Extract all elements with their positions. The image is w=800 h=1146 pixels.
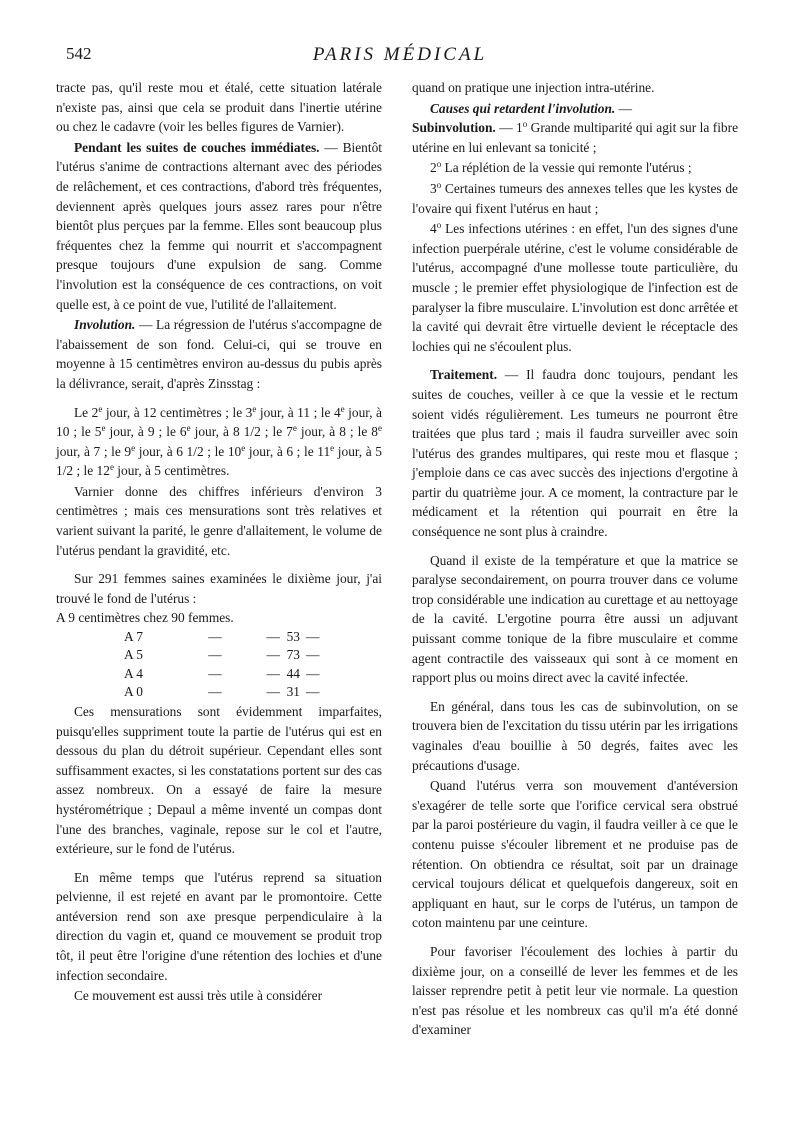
dash: — [266,665,280,681]
paragraph: Pour favoriser l'écoulement des lochies à partir du dixième jour, on a conseillé de lever les femmes et de les laisser reprendre petit à petit leur vie normale. La question n'est pas résolue et les nombreux cas qu'il m'a été donné d'examiner [412,943,738,1038]
text-run: jour, à 8 ; le 8 [296,424,379,440]
paragraph: En même temps que l'utérus reprend sa situation pelvienne, il est rejeté en avant par le promontoire. Cette antéversion rend son axe presque perpendiculaire à la direction du vagin et, quand ce mouvement se produit trop tôt, il peut être l'origine d'une rétention des lochies et d'une infection secondaire. [56,869,382,983]
superscript: e [340,403,345,414]
superscript: o [436,159,442,170]
count: 53 [286,628,300,644]
paragraph [412,99,738,158]
text-run: La réplétion de la vessie qui remonte l'utérus ; [441,160,692,176]
superscript: o [522,119,528,130]
table-cell [240,683,306,702]
text-run: jour, à 10 ; le 5 [56,404,382,440]
text-run: jour, à 6 ; le 11 [245,443,331,459]
dash: — [266,628,280,644]
paragraph [412,179,738,218]
text-run: Grande multiparité qui agit sur la fibre utérine en lui enlevant sa tonicité ; [412,120,739,155]
table-cell: — [208,684,222,700]
paragraph: Quand il existe de la température et que la matrice se paralyse secondairement, on pourra trouver dans ce volume trop considérable une indication au curettage et au nettoyage de la cavité. L'ergotine pourra être aussi un adjuvant puissant comme tonique de la fibre musculaire et comme agent contractile des vaisseaux qui sont à ce moment en rapport plus ou moins direct avec la cavité infectée. [412,552,738,686]
superscript: e [98,403,103,414]
measure-table [124,628,319,702]
section-heading: Subinvolution. [412,120,496,136]
paragraph [56,315,382,393]
table-cell: A 4 [124,665,143,681]
table-cell [240,665,306,684]
paragraph: Ce mouvement est aussi très utile à considérer [74,988,323,1004]
paragraph-text: — [615,100,633,116]
text-run: jour, à 12 centimètres ; le 3 [102,404,253,420]
paragraph: quand on pratique une injection intra-utérine. [412,80,655,95]
text-run: 3 [430,180,437,196]
paragraph: tracte pas, qu'il reste mou et étalé, cette situation latérale n'existe pas, ainsi que cela se produit dans l'inertie utérine ou chez le cadavre (voir les belles figures de Varnier). [56,80,382,135]
dash: — [266,684,280,700]
measure-table-first-row: A 9 centimètres chez 90 femmes. [56,610,234,626]
text-run: jour, à 7 ; le 9 [56,443,132,459]
table-cell: — [306,647,320,663]
text-run: Certaines tumeurs des annexes telles que les kystes de l'ovaire qui fixent l'utérus en haut ; [412,180,738,216]
paragraph-text: — La régression de l'utérus s'accompagne de l'abaissement de son fond. Celui-ci, qui se trouve en moyenne à 15 centimètres environ au-dessus du pubis après la délivrance, serait, d'après Zinsstag : [56,317,382,391]
text-run: jour, à 6 1/2 ; le 10 [135,443,242,459]
text-run: jour, à 5 1/2 ; le 12 [56,443,382,479]
superscript: e [101,423,106,434]
section-heading: Involution. [74,317,136,333]
right-column [412,78,738,1040]
table-cell: — [306,684,320,700]
table-row [124,665,319,684]
superscript: e [330,442,335,453]
superscript: e [292,423,297,434]
table-row [124,628,319,647]
paragraph: Quand l'utérus verra son mouvement d'antéversion s'exagérer de telle sorte que l'orifice cervical sera obstrué par la paroi postérieure du vagin, il faudra veiller à ce que le contenu puisse s'écouler librement et ne produise pas de rétention. On obtiendra ce résultat, soit par un drainage cervical toujours délicat et quelquefois dangereux, soit en appliquant en haut, sur le corps de l'utérus, un tampon de coton maintenu par une ceinture. [412,778,738,931]
text-run: 4 [430,221,437,237]
superscript: e [252,403,257,414]
text-run: Les infections utérines : en effet, l'un des signes d'une infection puerpérale utérine, c'est le volume considérable de l'utérus, accompagné d'une mollesse toute particulière, du muscle ; le premier effet physiologique de l'infection est de paralyser la fibre musculaire. L'involution est donc arrêtée et la cavité qui devrait être virtuelle devient le réceptacle des lochies qui ne s'écoulent plus. [412,221,738,354]
text-run: jour, à 9 ; le 6 [105,424,187,440]
paragraph: Ces mensurations sont évidemment imparfaites, puisqu'elles suppriment toute la partie de l'utérus qui est en dessous du plan du détroit supérieur. Cependant elles sont suffisamment exactes, si les constatations portent sur des cas assez nombreux. On a essayé de faire la mesure hystérométrique ; Depaul a même inventé un compas dont l'une des branches, vaginale, repose sur le col et l'autre, extérieure, sur le fond de l'utérus. [56,703,382,857]
table-cell: — [208,647,222,663]
table-cell: A 0 [124,684,143,700]
text-run: 2 [430,160,437,176]
paragraph [56,403,382,481]
superscript: e [186,423,191,434]
paragraph-text: — Il faudra donc toujours, pendant les suites de couches, veiller à ce que la vessie et le rectum soient vidés régulièrement. Les tumeurs ne pourront être traitées que plus tard ; mais il faudra surveiller avec soin l'utérus des grandes multipares, qui reste mou et flasque ; j'emploie dans ce cas avec succès des injections d'ergotine à partir du quatrième jour. A ce moment, la contracture par le médicament et la rétention qui pourrait en être la conséquence ne sont plus à craindre. [412,367,738,540]
table-row [124,683,319,702]
paragraph [56,138,382,314]
table-row [124,646,319,665]
section-heading: Traitement. [430,367,498,383]
superscript: o [436,179,442,190]
section-heading: Causes qui retardent l'involution. [430,100,616,116]
paragraph-text: — Bientôt l'utérus s'anime de contractions alternant avec des périodes de relâchement, et ces contractions, d'abord très fréquentes, deviennent après quelques jours assez rares pour n'être bientôt plus perçues par la femme. Elles sont beaucoup plus fréquentes chez la femme qui nourrit et s'accompagnent presque toujours d'une expulsion de sang. Comme l'involution est la conséquence de ces contractions, on voit quelle est, à ce point de vue, l'utilité de l'allaitement. [56,139,382,312]
superscript: e [378,423,383,434]
superscript: o [436,220,442,231]
section-heading: Pendant les suites de couches immédiates. [74,139,320,155]
table-cell: — [208,628,222,644]
left-column [56,78,382,1006]
superscript: e [109,462,114,473]
paragraph: En général, dans tous les cas de subinvolution, on se trouvera bien de l'excitation du tissu utérin par les irrigations vaginales d'eau bouillie à 50 degrés, faites avec les précautions d'usage. [412,698,738,773]
paragraph [412,219,738,356]
table-cell [240,628,306,647]
table-cell: A 7 [124,628,143,644]
table-cell: — [306,628,320,644]
table-cell: — [306,665,320,681]
paragraph [412,365,738,541]
page-number: 542 [66,44,92,63]
count: 44 [286,665,300,681]
superscript: e [241,442,246,453]
superscript: e [131,442,136,453]
text-run: Le 2 [74,404,99,420]
page-header [66,44,734,74]
table-cell [240,646,306,665]
paragraph [412,158,738,178]
table-cell: A 5 [124,647,143,663]
text-run: — 1 [495,120,523,136]
text-run: jour, à 11 ; le 4 [256,404,341,420]
text-run: jour, à 8 1/2 ; le 7 [190,424,293,440]
journal-title: PARIS MÉDICAL [312,44,488,65]
dash: — [266,647,280,663]
table-cell: — [208,665,222,681]
count: 73 [286,647,300,663]
text-run: jour, à 5 centimètres. [113,463,230,479]
paragraph: Varnier donne des chiffres inférieurs d'environ 3 centimètres ; mais ces mensurations sont très relatives et varient suivant la parité, le genre d'allaitement, le volume de l'utérus pendant la gravidité, etc. [56,483,382,558]
count: 31 [286,684,300,700]
paragraph: Sur 291 femmes saines examinées le dixième jour, j'ai trouvé le fond de l'utérus : [56,571,382,606]
